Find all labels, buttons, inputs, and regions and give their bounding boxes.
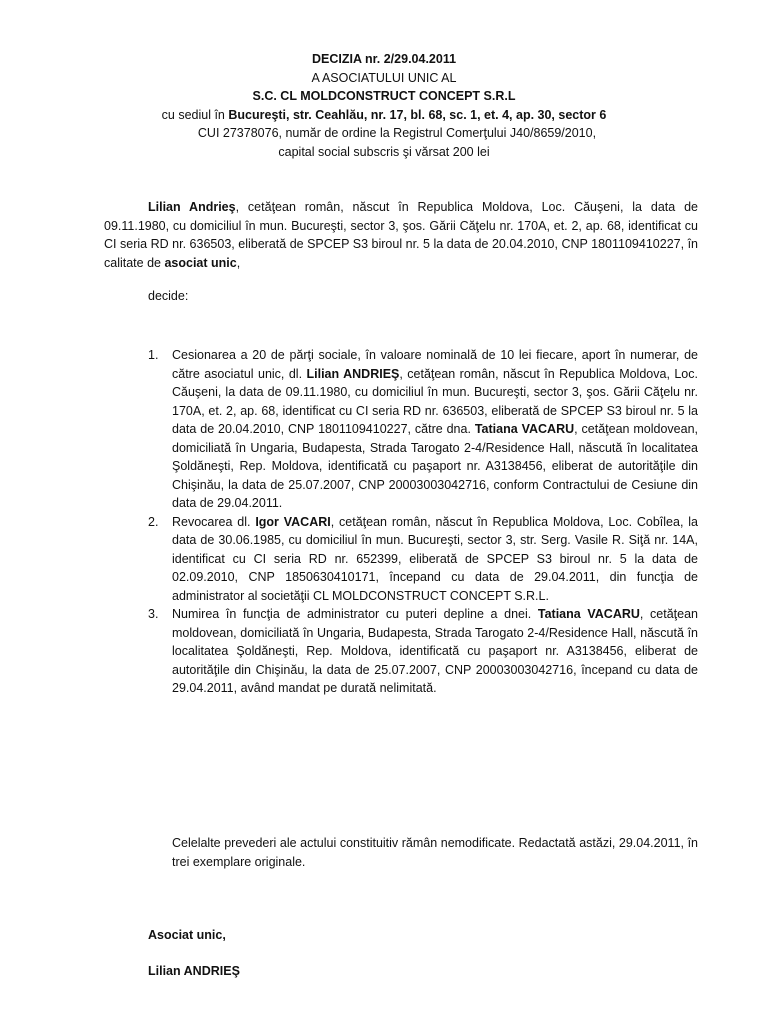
decision-subtitle: A ASOCIATULUI UNIC AL [311,70,457,85]
decide-label: decide: [148,289,189,303]
item-number: 2. [148,514,159,529]
decision-title: DECIZIA nr. 2/29.04.2011 [311,52,457,66]
signature-name: Lilian ANDRIEŞ [148,964,240,978]
intro-paragraph: Lilian Andrieş, cetăţean român, născut în Republica Moldova, Loc. Căuşeni, la data de 09.11.1980, cu domiciliul în mun. Bucureşti, sector 3, şos. Gării Căţelu nr. 170A, et. 2, ap. 68, identificat cu CI seria RD nr. 636503, eliberată de SPCEP S3 biroul nr. 5 la data de 20.04.2010, CNP 1801109410227, în calitate de asociat unic, [104,200,698,270]
company-name: S.C. CL MOLDCONSTRUCT CONCEPT S.R.L [252,89,516,103]
company-seat: cu sediul în Bucureşti, str. Ceahlău, nr. 17, bl. 68, sc. 1, et. 4, ap. 30, sector 6 [161,107,607,122]
decision-item: 2. Revocarea dl. Igor VACARI, cetăţean român, născut în Republica Moldova, Loc. Cobîlea, la data de 30.06.1985, cu domiciliul în mun. Bucureşti, sector 3, str. Serg. Vasile R. Siţă nr. 14A, identificat cu CI seria RD nr. 652399, eliberată de SPCEP S3 biroul nr. 5 la data de 02.09.2010, CNP 1850630410171, începand cu data de 29.04.2011, din funcţia de administrator al societăţii CL MOLDCONSTRUCT CONCEPT S.R.L. [148,514,698,603]
document-header [0,50,768,161]
company-capital: capital social subscris şi vărsat 200 lei [278,144,490,159]
associate-role: asociat unic [164,255,237,270]
decision-list [104,346,698,698]
company-registration: CUI 27378076, număr de ordine la Registrul Comerţului J40/8659/2010, [197,126,597,140]
item-number: 3. [148,607,159,621]
associate-name: Lilian Andrieş [148,200,236,214]
closing-paragraph: Celelalte prevederi ale actului constituitiv rămân nemodificate. Redactată astăzi, 29.04.2011, în trei exemplare originale. [172,836,698,869]
signature-role: Asociat unic, [148,928,226,942]
decision-item: 1. Cesionarea a 20 de părţi sociale, în valoare nominală de 10 lei fiecare, aport în numerar, de către asociatul unic, dl. Lilian ANDRIEŞ, cetăţean român, născut în Republica Moldova, Loc. Căuşeni, la data de 09.11.1980, cu domiciliul în mun. Bucureşti, sector 3, şos. Gării Căţelu nr. 170A, et. 2, ap. 68, identificat cu CI seria RD nr. 636503, eliberată de SPCEP S3 biroul nr. 5 la data de 20.04.2010, CNP 1801109410227, către dna. Tatiana VACARU, cetăţean moldovean, domiciliată în Ungaria, Budapesta, Strada Tarogato 2-4/Residence Hall, născută în localitatea Şoldăneşti, Rep. Moldova, identificată cu paşaport nr. A3138456, eliberat de autorităţile din Chişinău, la data de 25.07.2007, CNP 20003003042716, conform Contractului de Cesiune din data de 29.04.2011. [148,348,699,510]
item-number: 1. [148,348,159,362]
decision-item: 3. Numirea în funcţia de administrator cu puteri depline a dnei. Tatiana VACARU, cetăţean moldovean, domiciliată în Ungaria, Budapesta, Strada Tarogato 2-4/Residence Hall, născută în localitatea Şoldăneşti, Rep. Moldova, identificată cu paşaport nr. A3138456, eliberat de autorităţile din Chişinău, la data de 25.07.2007, CNP 20003003042716, începand cu data de 29.04.2011, având mandat pe durată nelimitată. [148,607,698,695]
